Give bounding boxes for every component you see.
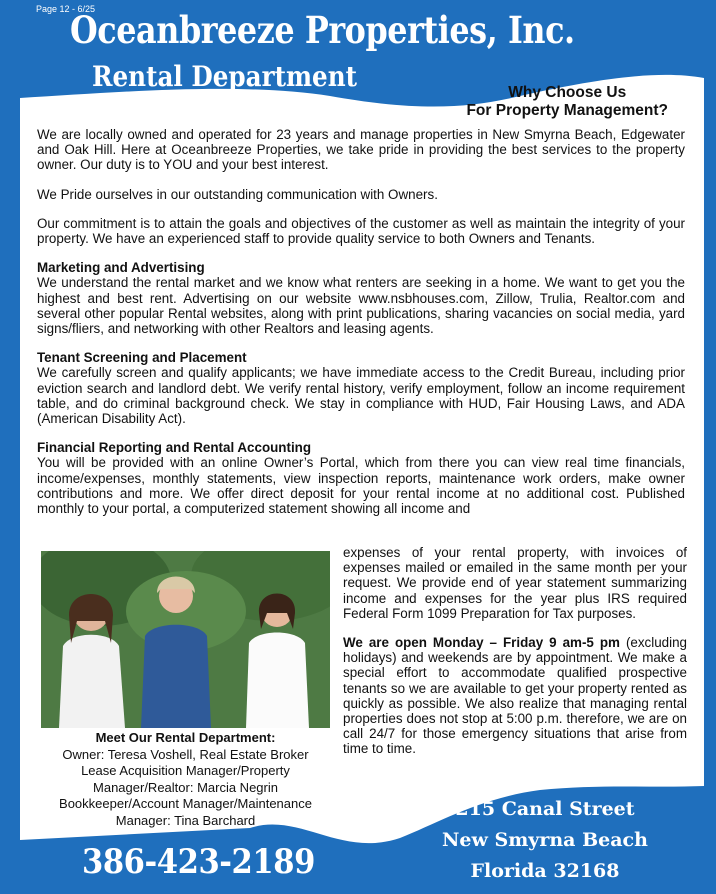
address-city: New Smyrna Beach — [442, 829, 648, 851]
caption-line: Manager/Realtor: Marcia Negrin — [93, 779, 278, 795]
caption-title: Meet Our Rental Department: — [95, 730, 276, 745]
caption-line: Owner: Teresa Voshell, Real Estate Broker — [62, 746, 309, 762]
screening-body: We carefully screen and qualify applicants; we have immediate access to the Credit Bureau, including prior eviction search and landlord debt. We verify rental history, verify employment, follow an income requirement table, and do criminal background check. We stay in compliance with HUD, Fair Housing Laws, and ADA (American Disability Act). — [37, 365, 685, 427]
hours-paragraph — [343, 635, 687, 757]
financial-continued: expenses of your rental property, with invoices of expenses mailed or emailed in the same month per your request. We provide end of year statement summarizing income and expenses for the year plus IRS required Federal Form 1099 Preparation for Tax purposes. — [343, 545, 687, 621]
main-text — [37, 127, 685, 516]
company-name: Oceanbreeze Properties, Inc. — [70, 8, 575, 52]
screening-section — [37, 350, 685, 426]
marketing-body: We understand the rental market and we know what renters are seeking in a home. We want to get you the highest and best rent. Advertising on our website www.nsbhouses.com, Zillow, Trulia, Realtor.com and several other popular Rental websites, along with print publications, sharing vacancies on social media, yard signs/fliers, and networking with other Realtors and leasing agents. — [37, 275, 685, 337]
person-right — [246, 633, 309, 729]
marketing-heading: Marketing and Advertising — [37, 260, 205, 276]
intro-paragraph: Our commitment is to attain the goals and objectives of the customer as well as maintain the integrity of your property. We have an experienced staff to provide quality service to both Owners and Tenants. — [37, 215, 685, 247]
address-street: 215 Canal Street — [455, 798, 635, 820]
right-column — [343, 545, 687, 757]
department-title: Rental Department — [92, 60, 358, 93]
person-left — [59, 635, 125, 728]
caption-line: Lease Acquisition Manager/Property — [81, 763, 290, 779]
page-label: Page 12 - 6/25 — [36, 4, 96, 14]
staff-photo — [41, 551, 330, 728]
address-state-zip: Florida 32168 — [470, 860, 620, 882]
financial-section — [37, 440, 685, 516]
caption-line: Bookkeeper/Account Manager/Maintenance — [59, 796, 312, 812]
financial-body: You will be provided with an online Owner’s Portal, which from there you can view real time financials, income/expenses, monthly statements, view inspection reports, maintenance work orders, make owner contributions and more. We offer direct deposit for your rental income at no additional cost. Published monthly to your portal, a computerized statement showing all income and — [37, 455, 685, 517]
hours-bold: We are open Monday – Friday 9 am-5 pm — [343, 635, 620, 651]
staff-photo-illustration — [41, 551, 330, 728]
person-center — [141, 625, 211, 728]
hours-rest: (excluding holidays) and weekends are by appointment. We make a special effort to accommodate qualified prospective tenants so we are available to get your property rented as quickly as possible. We also realize that managing rental properties does not stop at 5:00 p.m. therefore, we are on call 24/7 for those emergency situations that arise from time to time. — [343, 635, 687, 757]
why-line-1: Why Choose Us — [508, 84, 627, 101]
why-choose-heading — [466, 84, 668, 120]
address-block — [430, 794, 660, 887]
screening-heading: Tenant Screening and Placement — [37, 350, 247, 366]
why-line-2: For Property Management? — [466, 102, 668, 119]
intro-paragraph: We Pride ourselves in our outstanding communication with Owners. — [37, 186, 438, 202]
staff-caption — [37, 730, 334, 830]
financial-heading: Financial Reporting and Rental Accounting — [37, 440, 312, 456]
phone-number: 386-423-2189 — [82, 842, 315, 882]
caption-line: Manager: Tina Barchard — [115, 812, 256, 828]
marketing-section — [37, 260, 685, 336]
intro-paragraph: We are locally owned and operated for 23 years and manage properties in New Smyrna Beach, Edgewater and Oak Hill. Here at Oceanbreeze Properties, we take pride in providing the best services to the property owner. Our duty is to YOU and your best interest. — [37, 127, 685, 173]
